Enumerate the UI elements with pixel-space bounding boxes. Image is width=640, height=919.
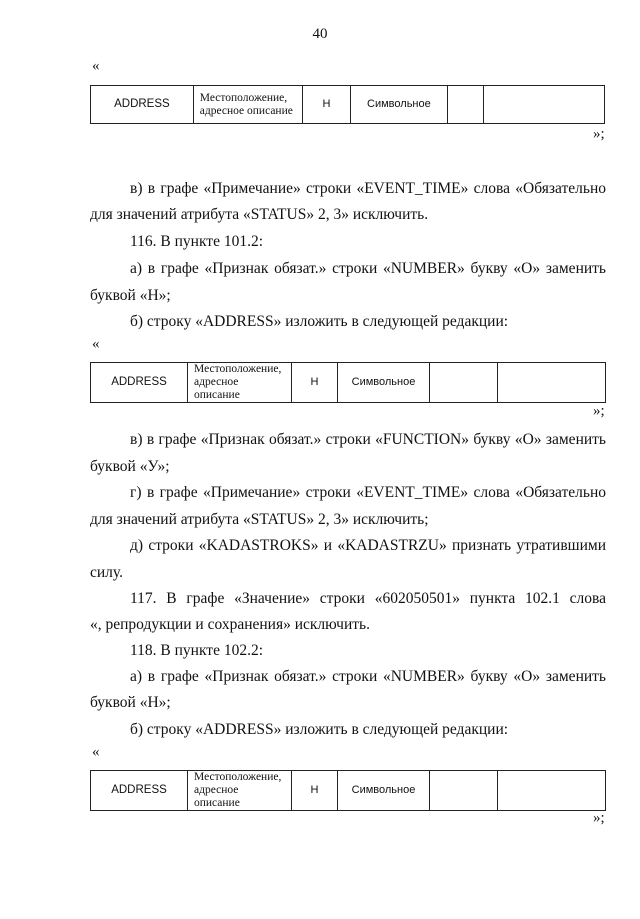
paragraph-line: для значений атрибута «STATUS» 2, 3» исключить; — [90, 511, 429, 528]
description-line: Местоположение, — [199, 91, 288, 104]
paragraph-line: буквой «Н»; — [90, 287, 171, 304]
description-line: адресное описание — [194, 784, 240, 809]
cell-description — [188, 363, 292, 403]
description-line: адресное описание — [194, 376, 240, 401]
paragraph-line: силу. — [90, 564, 123, 581]
paragraph-line: а) в графе «Признак обязат.» строки «NUMBER» букву «О» заменить — [130, 668, 606, 685]
cell-name: ADDRESS — [91, 86, 194, 124]
description-line: Местоположение, — [194, 363, 282, 375]
address-row-table — [90, 85, 605, 124]
paragraph-line: в) в графе «Признак обязат.» строки «FUNCTION» букву «О» заменить — [130, 431, 606, 448]
description-line: Местоположение, — [194, 771, 282, 783]
paragraph-line: 116. В пункте 101.2: — [130, 233, 264, 250]
cell-empty — [430, 771, 498, 811]
description-line: адресное описание — [199, 104, 293, 117]
address-row-table — [90, 362, 606, 403]
paragraph-line: б) строку «ADDRESS» изложить в следующей редакции: — [130, 721, 509, 738]
table-row — [91, 363, 606, 403]
cell-description — [188, 771, 292, 811]
closing-quote: »; — [593, 126, 605, 142]
closing-quote: »; — [593, 403, 605, 419]
paragraph-line: 118. В пункте 102.2: — [130, 642, 264, 659]
paragraph-line: а) в графе «Признак обязат.» строки «NUMBER» букву «О» заменить — [130, 260, 606, 277]
cell-type: Символьное — [338, 771, 430, 811]
cell-type: Символьное — [338, 363, 430, 403]
paragraph-line: «, репродукции и сохранения» исключить. — [90, 616, 370, 633]
table-row — [91, 771, 606, 811]
opening-quote: « — [92, 336, 100, 352]
cell-description — [193, 86, 302, 124]
table-row — [91, 86, 605, 124]
address-row-table — [90, 770, 606, 811]
opening-quote: « — [92, 58, 100, 74]
closing-quote: »; — [593, 810, 605, 826]
cell-name: ADDRESS — [91, 771, 188, 811]
cell-required: Н — [292, 363, 338, 403]
paragraph-line: д) строки «KADASTROKS» и «KADASTRZU» признать утратившими — [130, 537, 606, 554]
cell-empty — [430, 363, 498, 403]
paragraph-line: г) в графе «Примечание» строки «EVENT_TIME» слова «Обязательно — [130, 484, 606, 501]
cell-empty — [498, 363, 606, 403]
paragraph-line: буквой «У»; — [90, 458, 170, 475]
page-number: 40 — [312, 26, 328, 42]
cell-required: Н — [302, 86, 350, 124]
cell-type: Символьное — [351, 86, 448, 124]
paragraph-line: буквой «Н»; — [90, 694, 171, 711]
cell-empty — [484, 86, 605, 124]
opening-quote: « — [92, 744, 100, 760]
cell-required: Н — [292, 771, 338, 811]
paragraph-line: для значений атрибута «STATUS» 2, 3» исключить. — [90, 206, 429, 223]
paragraph-line: 117. В графе «Значение» строки «602050501» пункта 102.1 слова — [130, 590, 606, 607]
paragraph-line: б) строку «ADDRESS» изложить в следующей редакции: — [130, 313, 509, 330]
cell-name: ADDRESS — [91, 363, 188, 403]
cell-empty — [447, 86, 484, 124]
cell-empty — [498, 771, 606, 811]
paragraph-line: в) в графе «Примечание» строки «EVENT_TIME» слова «Обязательно — [130, 180, 606, 197]
